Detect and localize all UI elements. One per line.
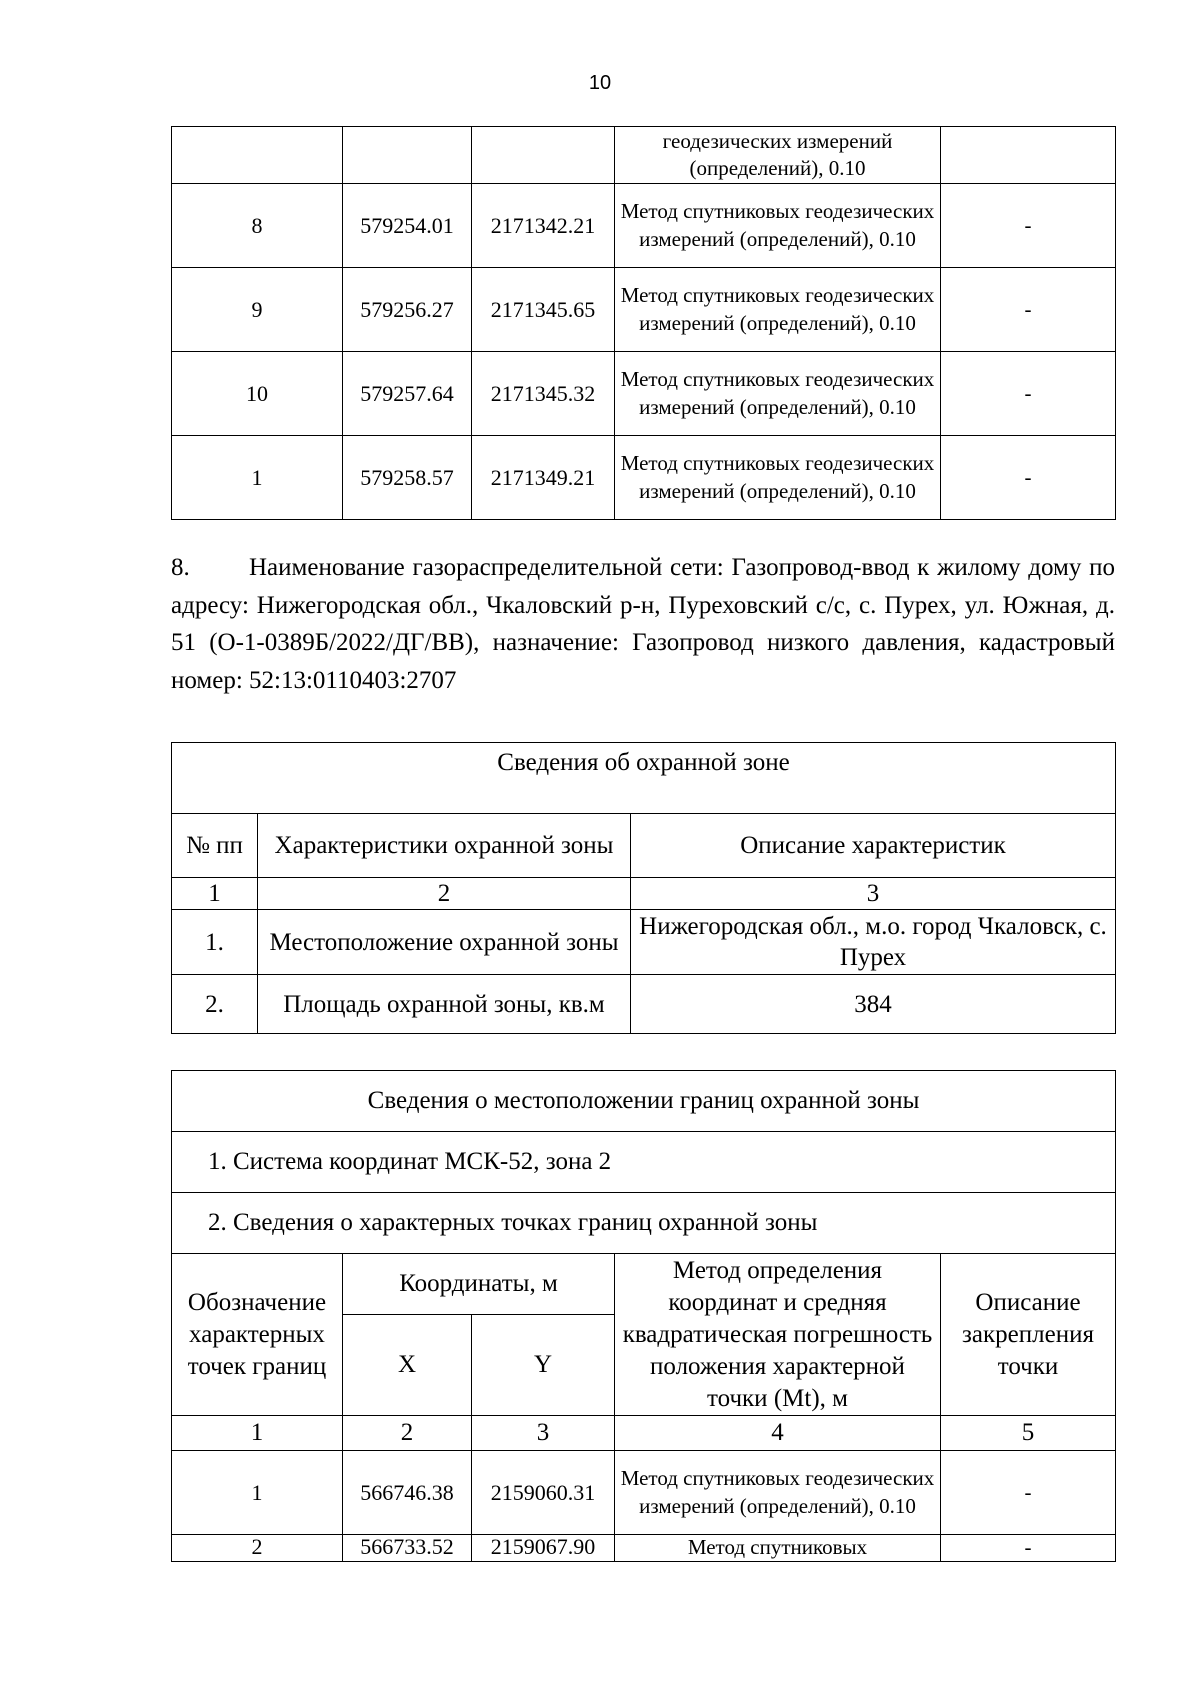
method-cell: геодезических измерений (определений), 0.10: [615, 127, 941, 184]
column-header: Описание характеристик: [631, 814, 1116, 878]
table-row: [172, 1451, 1116, 1535]
boundary-info-table: [171, 1070, 1116, 1562]
section-number: 8.: [171, 554, 190, 581]
row-number: 2.: [172, 975, 258, 1034]
method-cell: Метод спутниковых: [615, 1535, 941, 1562]
y-cell: 2171345.65: [472, 268, 615, 352]
column-index: 1: [172, 878, 258, 910]
x-cell: 579257.64: [343, 352, 472, 436]
table-row: [172, 975, 1116, 1034]
column-index: 4: [615, 1416, 941, 1451]
desc-cell: -: [941, 436, 1116, 520]
column-header: № пп: [172, 814, 258, 878]
x-cell: [343, 127, 472, 184]
point-id-cell: 8: [172, 184, 343, 268]
page-number: 10: [588, 72, 612, 94]
column-index: 3: [472, 1416, 615, 1451]
column-index: 3: [631, 878, 1116, 910]
column-index: 2: [343, 1416, 472, 1451]
x-cell: 579254.01: [343, 184, 472, 268]
point-id-cell: 1: [172, 1451, 343, 1535]
row-number: 1.: [172, 910, 258, 975]
y-cell: 2171349.21: [472, 436, 615, 520]
table-row: [172, 268, 1116, 352]
method-cell: Метод спутниковых геодезических измерений (определений), 0.10: [615, 1451, 941, 1535]
method-cell: Метод спутниковых геодезических измерений (определений), 0.10: [615, 436, 941, 520]
point-id-cell: 2: [172, 1535, 343, 1562]
point-id-cell: 1: [172, 436, 343, 520]
y-cell: 2159060.31: [472, 1451, 615, 1535]
table-row: [172, 352, 1116, 436]
point-id-cell: [172, 127, 343, 184]
table-row: [172, 910, 1116, 975]
desc-cell: -: [941, 1535, 1116, 1562]
desc-cell: -: [941, 184, 1116, 268]
zone-info-table: [171, 742, 1116, 1034]
coordinate-system-label: 1. Система координат МСК-52, зона 2: [172, 1132, 1116, 1193]
characteristic-name: Площадь охранной зоны, кв.м: [258, 975, 631, 1034]
method-cell: Метод спутниковых геодезических измерений (определений), 0.10: [615, 352, 941, 436]
x-cell: 579258.57: [343, 436, 472, 520]
x-cell: 566733.52: [343, 1535, 472, 1562]
characteristic-name: Местоположение охранной зоны: [258, 910, 631, 975]
x-cell: 566746.38: [343, 1451, 472, 1535]
y-cell: [472, 127, 615, 184]
desc-cell: -: [941, 268, 1116, 352]
x-cell: 579256.27: [343, 268, 472, 352]
desc-cell: -: [941, 1451, 1116, 1535]
column-index: 1: [172, 1416, 343, 1451]
y-cell: 2171342.21: [472, 184, 615, 268]
characteristic-value: Нижегородская обл., м.о. город Чкаловск, с. Пурех: [631, 910, 1116, 975]
column-header: Обозначение характерных точек границ: [172, 1254, 343, 1416]
table-row: [172, 436, 1116, 520]
points-table-continued: [171, 126, 1116, 520]
column-header: Метод определения координат и средняя квадратическая погрешность положения характерной точки (Mt), м: [615, 1254, 941, 1416]
point-id-cell: 10: [172, 352, 343, 436]
y-cell: 2171345.32: [472, 352, 615, 436]
column-index: 2: [258, 878, 631, 910]
method-cell: Метод спутниковых геодезических измерений (определений), 0.10: [615, 184, 941, 268]
table-row: [172, 184, 1116, 268]
method-cell: Метод спутниковых геодезических измерений (определений), 0.10: [615, 268, 941, 352]
column-header: Координаты, м: [343, 1254, 615, 1315]
section-text: Наименование газораспределительной сети: Газопровод-ввод к жилому дому по адресу: Нижегородская обл., Чкаловский р-н, Пуреховский с/с, с. Пурех, ул. Южная, д. 51 (О-1-0389Б/2022/ДГ/ВВ), назначение: Газопровод низкого давления, кадастровый номер: 52:13:0110403:2707: [171, 554, 1115, 694]
table-caption: Сведения об охранной зоне: [172, 743, 1116, 814]
column-header: X: [343, 1315, 472, 1416]
column-index: 5: [941, 1416, 1116, 1451]
column-header: Характеристики охранной зоны: [258, 814, 631, 878]
point-id-cell: 9: [172, 268, 343, 352]
characteristic-value: 384: [631, 975, 1116, 1034]
column-header: Описание закрепления точки: [941, 1254, 1116, 1416]
desc-cell: [941, 127, 1116, 184]
y-cell: 2159067.90: [472, 1535, 615, 1562]
desc-cell: -: [941, 352, 1116, 436]
section-paragraph: [171, 549, 1115, 699]
table-caption: Сведения о местоположении границ охранной зоны: [172, 1071, 1116, 1132]
table-row: [172, 1535, 1116, 1562]
column-header: Y: [472, 1315, 615, 1416]
table-row: [172, 127, 1116, 184]
points-section-label: 2. Сведения о характерных точках границ охранной зоны: [172, 1193, 1116, 1254]
